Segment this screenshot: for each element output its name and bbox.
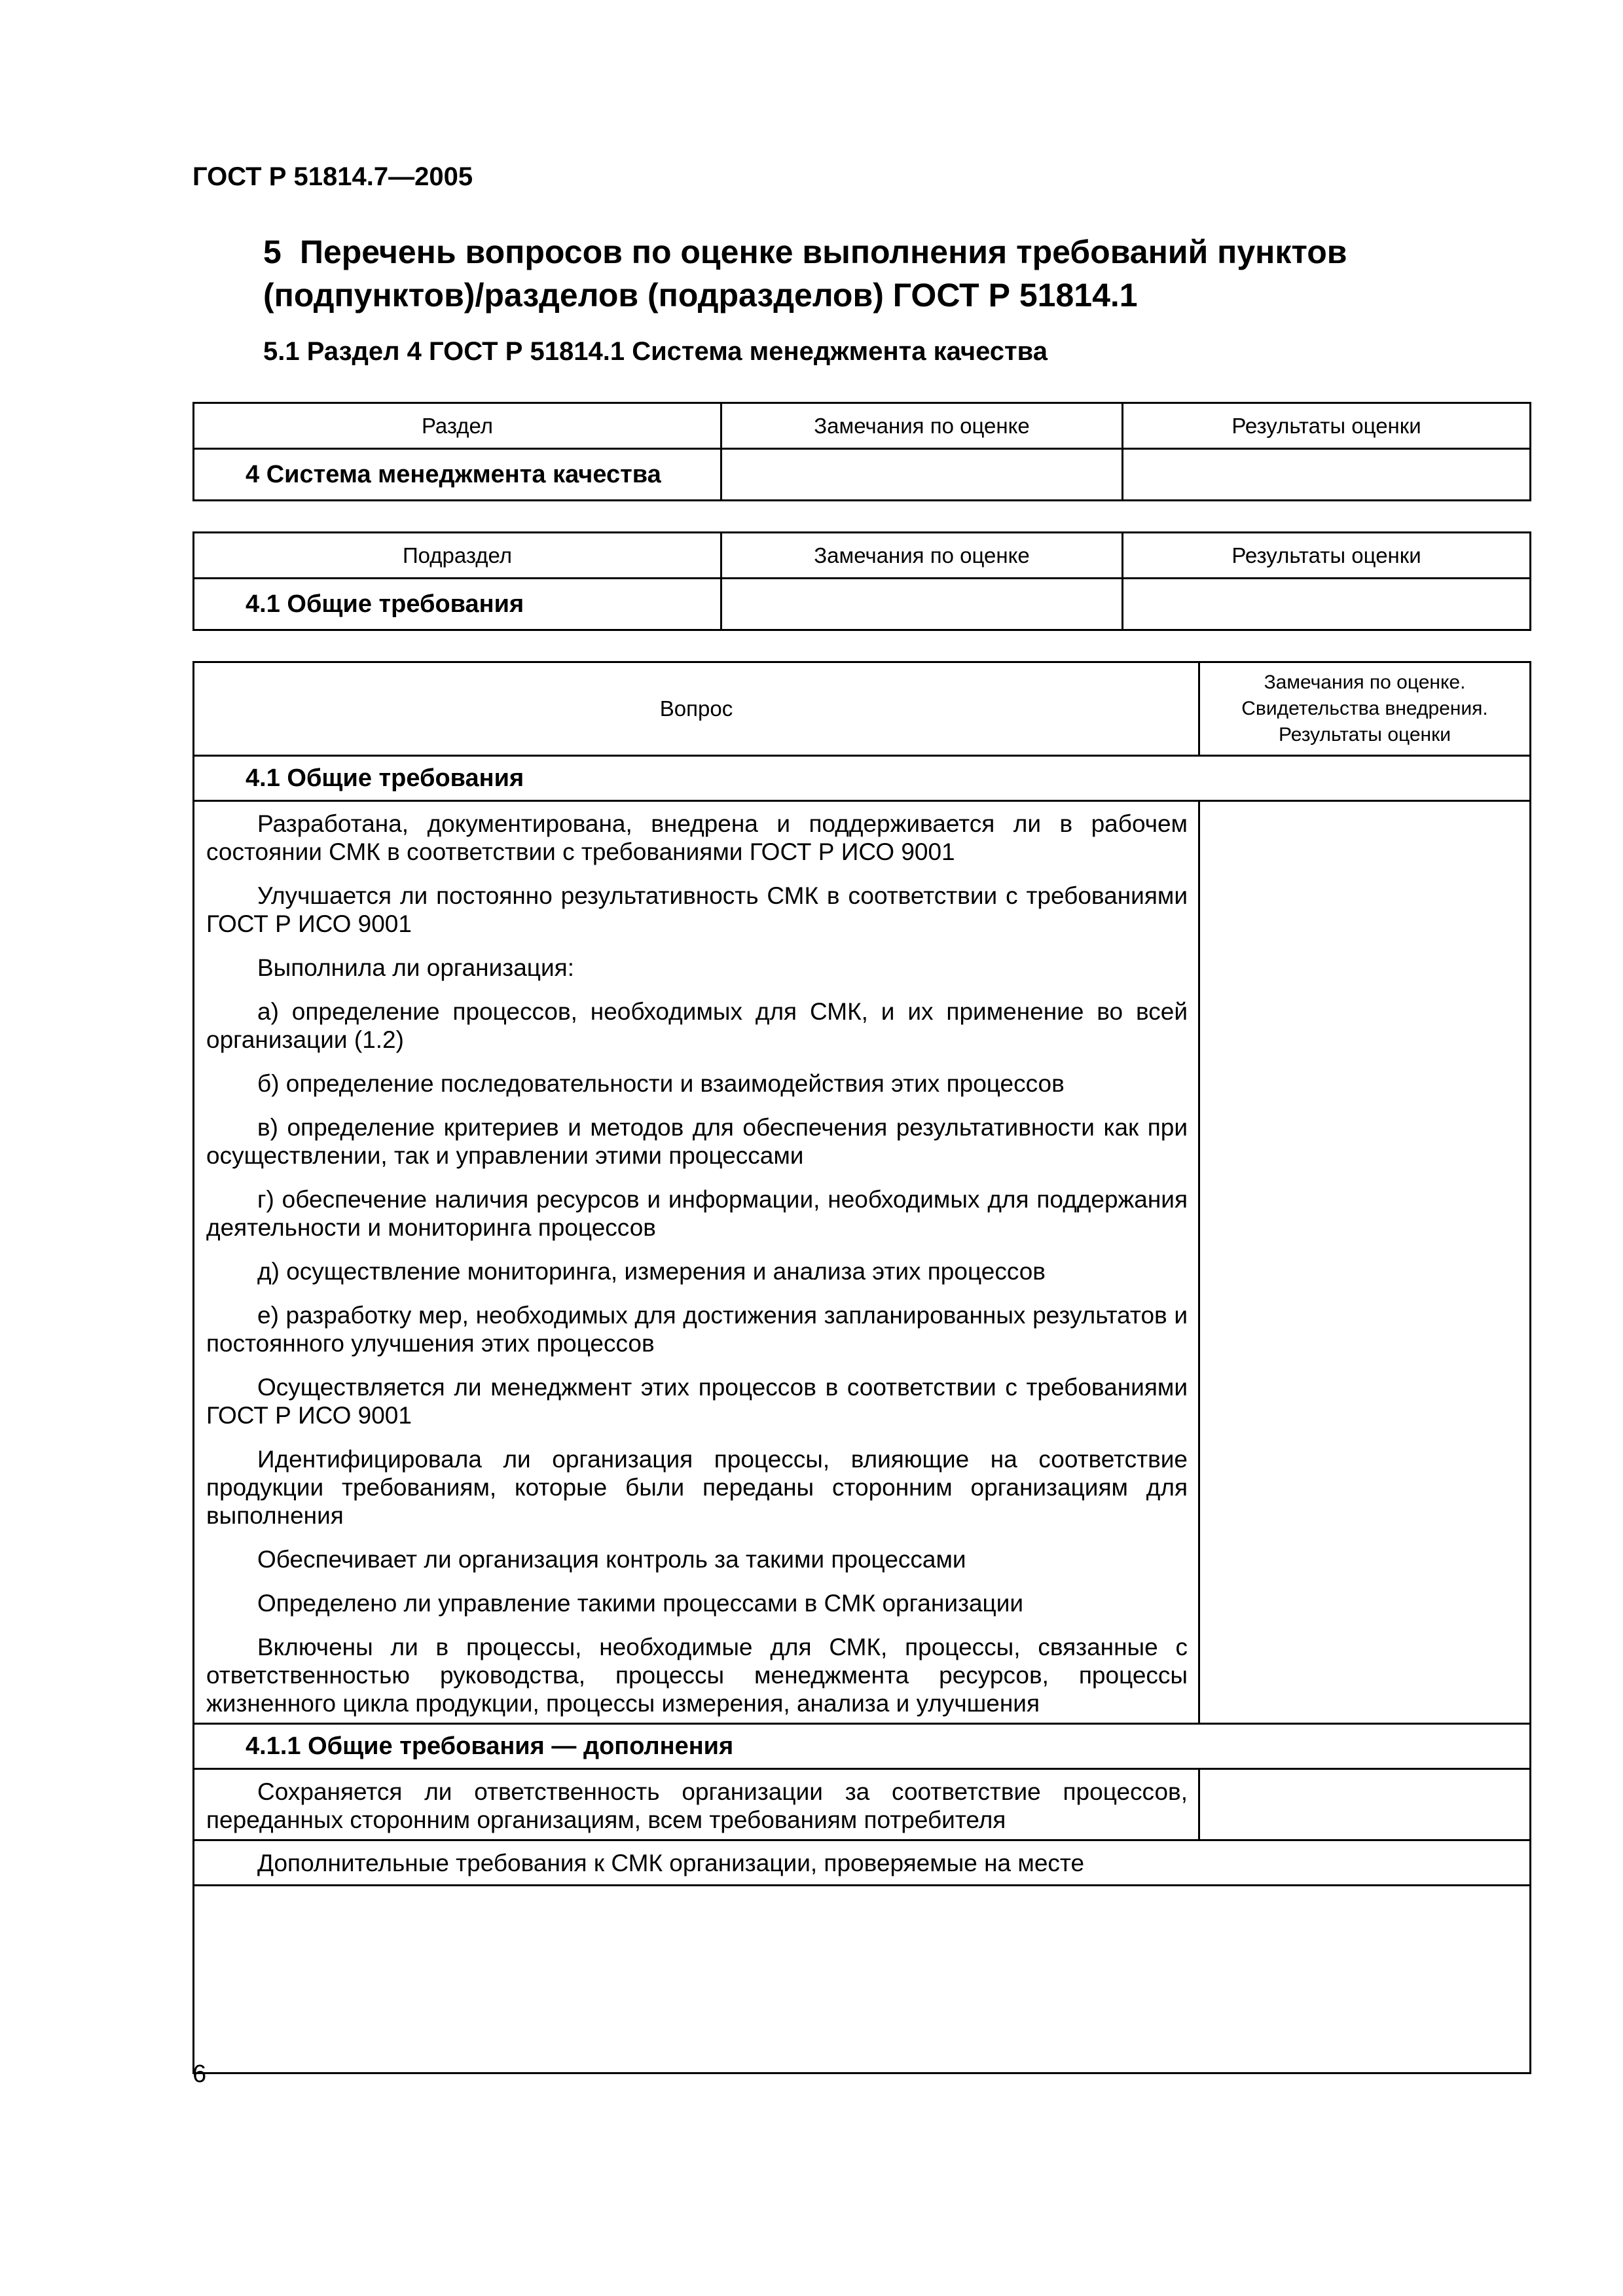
header-subsection: Подраздел [194,533,721,579]
remarks-cell-additions[interactable] [1199,1769,1531,1840]
question-item: б) определение последовательности и взаимодействия этих процессов [257,1070,1065,1097]
question-item: Определено ли управление такими процессами в СМК организации [257,1590,1024,1617]
question-item: Улучшается ли постоянно результативность СМК в соответствии с требованиями ГОСТ Р ИСО 9001 [206,882,1188,937]
group-title-additions: 4.1.1 Общие требования — дополнения [194,1724,1531,1769]
question-item: в) определение критериев и методов для обеспечения результативности как при осуществлении, так и управлении этими процессами [206,1114,1188,1169]
section-title-line2: (подпунктов)/разделов (подразделов) ГОСТ Р 51814.1 [263,277,1138,314]
page-number: 6 [192,2060,207,2088]
question-item: а) определение процессов, необходимых для СМК, и их применение во всей организации (1.2) [206,998,1188,1053]
question-item: Обеспечивает ли организация контроль за такими процессами [257,1546,966,1573]
question-item: Разработана, документирована, внедрена и поддерживается ли в рабочем состоянии СМК в соответствии с требованиями ГОСТ Р ИСО 9001 [206,810,1188,865]
group-title-general: 4.1 Общие требования [194,756,1531,801]
question-item: Осуществляется ли менеджмент этих процессов в соответствии с требованиями ГОСТ Р ИСО 9001 [206,1374,1188,1429]
subsection-title: 5.1 Раздел 4 ГОСТ Р 51814.1 Система менеджмента качества [263,337,1048,366]
header-remarks-evidence: Замечания по оценке. Свидетельства внедрения. Результаты оценки [1199,662,1531,756]
question-item: Включены ли в процессы, необходимые для СМК, процессы, связанные с ответственностью руководства, процессы менеджмента ресурсов, процессы жизненного цикла продукции, процессы измерения, анализа и улучшения [206,1634,1188,1717]
section-table [192,402,1531,501]
header-question: Вопрос [194,662,1199,756]
header-remarks: Замечания по оценке [721,533,1123,579]
section-title [263,230,1507,317]
question-list-general [194,801,1199,1724]
additional-requirements-area[interactable] [194,1886,1531,2073]
question-list-additions [194,1769,1199,1840]
section-row-title: 4 Система менеджмента качества [194,449,721,501]
question-item: Выполнила ли организация: [257,954,574,981]
subsection-row-title: 4.1 Общие требования [194,579,721,630]
question-item: д) осуществление мониторинга, измерения и анализа этих процессов [257,1258,1046,1285]
question-item: г) обеспечение наличия ресурсов и информации, необходимых для поддержания деятельности и мониторинга процессов [206,1186,1188,1241]
question-item: е) разработку мер, необходимых для достижения запланированных результатов и постоянного улучшения этих процессов [206,1302,1188,1357]
subsection-row-remarks-cell[interactable] [721,579,1123,630]
section-row-results-cell[interactable] [1123,449,1531,501]
subsection-row-results-cell[interactable] [1123,579,1531,630]
additional-requirements [194,1840,1531,1886]
additional-requirements-text: Дополнительные требования к СМК организации, проверяемые на месте [257,1850,1085,1876]
question-item: Идентифицировала ли организация процессы, влияющие на соответствие продукции требованиям, которые были переданы сторонним организациям для выполнения [206,1446,1188,1529]
subsection-table [192,531,1531,631]
section-title-line1: Перечень вопросов по оценке выполнения требований пунктов [300,234,1347,270]
remarks-cell-general[interactable] [1199,801,1531,1724]
header-section: Раздел [194,403,721,449]
header-results: Результаты оценки [1123,403,1531,449]
header-results: Результаты оценки [1123,533,1531,579]
section-number: 5 [263,234,282,270]
section-row-remarks-cell[interactable] [721,449,1123,501]
document-code: ГОСТ Р 51814.7—2005 [192,162,473,191]
questions-table [192,661,1531,2074]
question-item: Сохраняется ли ответственность организации за соответствие процессов, переданных сторонним организациям, всем требованиям потребителя [206,1778,1188,1833]
header-remarks: Замечания по оценке [721,403,1123,449]
